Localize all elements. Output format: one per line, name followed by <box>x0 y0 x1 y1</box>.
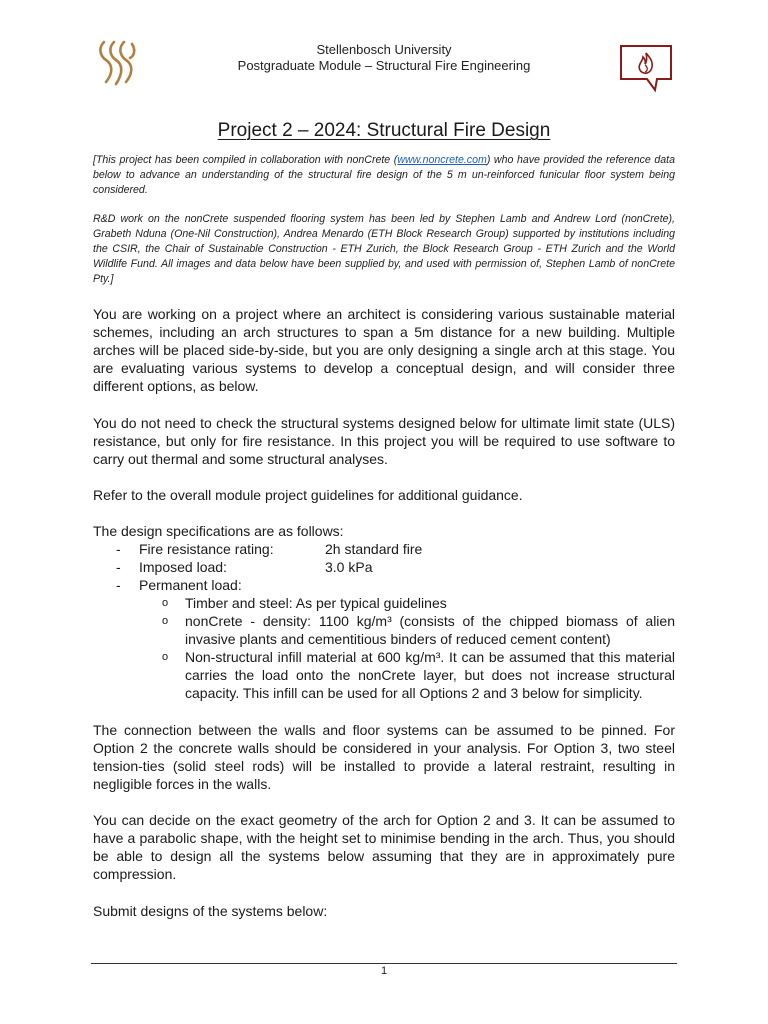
geometry-paragraph: You can decide on the exact geometry of the arch for Option 2 and 3. It can be assumed to have a parabolic shape, with the height set to minimise bending in the arch. Thus, you should be able to design all the systems below assuming that they are in approximately pure compression. <box>93 812 675 882</box>
sub-item-text: Non-structural infill material at 600 kg/m³. It can be assumed that this material carries the load onto the nonCrete layer, but does not increase structural capacity. This infill can be used for all Options 2 and 3 below for simplicity. <box>185 649 675 701</box>
sub-list-item <box>93 594 675 612</box>
spec-value: 3.0 kPa <box>325 559 373 575</box>
spec-value: 2h standard fire <box>325 541 423 557</box>
guidelines-paragraph: Refer to the overall module project guidelines for additional guidance. <box>93 487 523 503</box>
spec-label: Imposed load: <box>139 559 227 575</box>
circle-bullet: o <box>162 597 169 609</box>
stellenbosch-logo <box>96 38 138 88</box>
sub-item-text: nonCrete - density: 1100 kg/m³ (consists of the chipped biomass of alien invasive plants and cementitious binders of reduced cement content) <box>185 613 675 647</box>
dash-bullet: - <box>116 577 121 593</box>
sub-item-text: Timber and steel: As per typical guidelines <box>185 595 447 611</box>
spec-label: Fire resistance rating: <box>139 541 274 557</box>
spec-item <box>93 540 675 558</box>
spec-item <box>93 558 675 576</box>
university-name: Stellenbosch University <box>316 42 452 57</box>
submit-paragraph: Submit designs of the systems below: <box>93 903 328 919</box>
circle-bullet: o <box>162 615 169 627</box>
fire-speech-bubble-icon <box>617 43 675 93</box>
dash-bullet: - <box>116 541 121 557</box>
note-text: [This project has been compiled in collaboration with nonCrete ( <box>93 154 398 166</box>
acknowledgement-note: R&D work on the nonCrete suspended flooring system has been led by Stephen Lamb and Andrew Lord (nonCrete), Grabeth Nduna (One-Nil Construction), Andrea Menardo (ETH Block Research Group) supported by institutions including the CSIR, the Chair of Sustainable Construction - ETH Zurich, the Block Research Group - ETH Zurich and the World Wildlife Fund. All images and data below have been supplied by, and used with permission of, Stephen Lamb of nonCrete Pty.] <box>93 213 675 285</box>
dash-bullet: - <box>116 559 121 575</box>
note-text-cont: ) who have provided the reference data below to advance an understanding of the structural fire design of the 5 m un-reinforced funicular floor system being considered. <box>93 154 675 196</box>
page-title: Project 2 – 2024: Structural Fire Design <box>217 120 551 141</box>
sub-list-item <box>93 648 675 702</box>
collaboration-note <box>93 153 675 198</box>
permanent-load-list <box>93 594 675 702</box>
scope-paragraph: You do not need to check the structural systems designed below for ultimate limit state (ULS) resistance, but only for fire resistance. In this project you will be required to use software to carry out thermal and some structural analyses. <box>93 415 675 467</box>
page-header <box>200 42 568 74</box>
page-number: 1 <box>380 965 388 977</box>
intro-paragraph: You are working on a project where an architect is considering various sustainable material schemes, including an arch structures to span a 5m distance for a new building. Multiple arches will be placed side-by-side, but you are only designing a single arch at this stage. You are evaluating various systems to develop a conceptual design, and will consider three different options, as below. <box>93 306 675 394</box>
connection-paragraph: The connection between the walls and floor systems can be assumed to be pinned. For Option 2 the concrete walls should be considered in your analysis. For Option 3, two steel tension-ties (solid steel rods) will be installed to provide a lateral restraint, resulting in negligible forces in the walls. <box>93 722 675 792</box>
spec-label: Permanent load: <box>139 577 242 593</box>
circle-bullet: o <box>162 651 169 663</box>
spec-item <box>93 576 675 594</box>
specs-heading: The design specifications are as follows: <box>93 523 344 539</box>
specs-list <box>93 540 675 594</box>
noncrete-link[interactable]: www.noncrete.com <box>397 154 487 166</box>
sub-list-item <box>93 612 675 648</box>
footer-divider <box>91 963 677 964</box>
module-name: Postgraduate Module – Structural Fire Engineering <box>237 58 531 73</box>
